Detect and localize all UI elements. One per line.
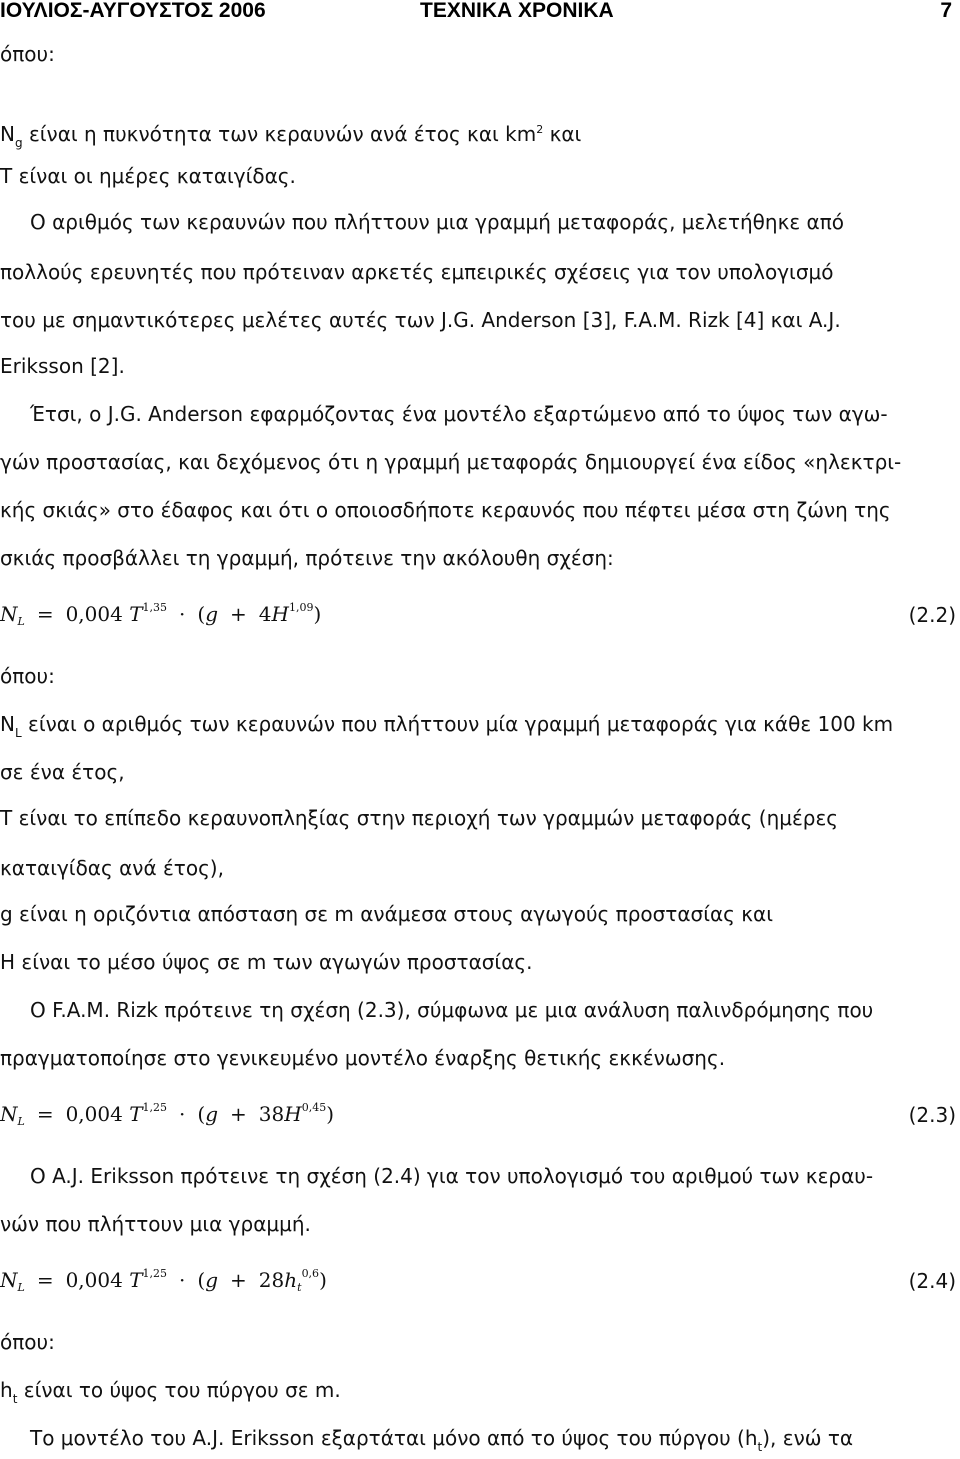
- equation-number: (2.4): [908, 1269, 956, 1293]
- h-definition: Η είναι το μέσο ύψος σε m των αγωγών προστασίας.: [0, 950, 533, 974]
- page-header: [0, 0, 960, 24]
- ng-subscript: g: [14, 136, 23, 150]
- paragraph-text: Το μοντέλο του A.J. Eriksson εξαρτάται μόνο από το ύψος του πύργου (h: [30, 1426, 758, 1450]
- nl-definition-cont: σε ένα έτος,: [0, 760, 125, 784]
- paragraph-line: σκιάς προσβάλλει τη γραμμή, πρότεινε την ακόλουθη σχέση:: [0, 546, 614, 570]
- equation-2-4: [0, 1267, 960, 1301]
- equation-expression: $N_L = 0,004$ $T^{1,25} \cdot (g + 28h_t^{0,6})$: [0, 1267, 327, 1294]
- ng-symbol: N: [0, 122, 15, 146]
- page-number: 7: [940, 0, 952, 22]
- equation-number: (2.2): [908, 603, 956, 627]
- equation-2-3: [0, 1101, 960, 1135]
- journal-title: ΤΕΧΝΙΚΑ ΧΡΟΝΙΚΑ: [420, 0, 614, 22]
- paragraph-line: Ο F.A.M. Rizk πρότεινε τη σχέση (2.3), σύμφωνα με μια ανάλυση παλινδρόμησης που: [30, 998, 874, 1022]
- paragraph-line: Έτσι, ο J.G. Anderson εφαρμόζοντας ένα μοντέλο εξαρτώμενο από το ύψος των αγω-: [30, 402, 888, 426]
- km-superscript: 2: [536, 123, 544, 136]
- ng-tail: και: [543, 122, 582, 146]
- nl-symbol: N: [0, 712, 15, 736]
- ng-text: είναι η πυκνότητα των κεραυνών ανά έτος και km: [22, 122, 537, 146]
- nl-subscript: L: [14, 726, 22, 740]
- ht-text: είναι το ύψος του πύργου σε m.: [17, 1378, 341, 1402]
- equation-expression: $N_L = 0,004$ $T^{1,35} \cdot (g + 4H^{1,09})$: [0, 601, 322, 628]
- equation-number: (2.3): [908, 1103, 956, 1127]
- t-level-definition-cont: καταιγίδας ανά έτος),: [0, 856, 224, 880]
- ht-subscript: t: [757, 1440, 763, 1454]
- paragraph-line: Ο A.J. Eriksson πρότεινε τη σχέση (2.4) για τον υπολογισμό του αριθμού των κεραυ-: [30, 1164, 874, 1188]
- paragraph-line: Eriksson [2].: [0, 354, 125, 378]
- ht-definition: [0, 1378, 960, 1411]
- where-label: όπου:: [0, 42, 55, 66]
- t-level-definition: Τ είναι το επίπεδο κεραυνοπληξίας στην περιοχή των γραμμών μεταφοράς (ημέρες: [0, 806, 839, 830]
- paragraph-line: [30, 1426, 960, 1459]
- ng-definition: [0, 118, 960, 155]
- paragraph-line: του με σημαντικότερες μελέτες αυτές των J.G. Anderson [3], F.A.M. Rizk [4] και A.J.: [0, 308, 841, 332]
- where-label: όπου:: [0, 664, 55, 688]
- t-definition: Τ είναι οι ημέρες καταιγίδας.: [0, 164, 296, 188]
- g-definition: g είναι η οριζόντια απόσταση σε m ανάμεσα στους αγωγούς προστασίας και: [0, 902, 773, 926]
- nl-text: είναι ο αριθμός των κεραυνών που πλήττουν μία γραμμή μεταφοράς για κάθε 100 km: [21, 712, 894, 736]
- ht-symbol: h: [0, 1378, 13, 1402]
- paragraph-line: κής σκιάς» στο έδαφος και ότι ο οποιοσδήποτε κεραυνός που πέφτει μέσα στη ζώνη της: [0, 498, 891, 522]
- ht-subscript: t: [12, 1392, 18, 1406]
- equation-2-2: [0, 601, 960, 635]
- paragraph-line: γών προστασίας, και δεχόμενος ότι η γραμμή μεταφοράς δημιουργεί ένα είδος «ηλεκτρι-: [0, 450, 902, 474]
- nl-definition: [0, 712, 960, 745]
- paragraph-line: νών που πλήττουν μια γραμμή.: [0, 1212, 311, 1236]
- where-label: όπου:: [0, 1330, 55, 1354]
- paragraph-line: Ο αριθμός των κεραυνών που πλήττουν μια γραμμή μεταφοράς, μελετήθηκε από: [30, 210, 845, 234]
- paragraph-line: πολλούς ερευνητές που πρότειναν αρκετές εμπειρικές σχέσεις για τον υπολογισμό: [0, 260, 834, 284]
- equation-expression: $N_L = 0,004$ $T^{1,25} \cdot (g + 38H^{0,45})$: [0, 1101, 335, 1128]
- paragraph-line: πραγματοποίησε στο γενικευμένο μοντέλο έναρξης θετικής εκκένωσης.: [0, 1046, 726, 1070]
- paragraph-tail: ), ενώ τα: [762, 1426, 854, 1450]
- issue-date: ΙΟΥΛΙΟΣ-ΑΥΓΟΥΣΤΟΣ 2006: [0, 0, 266, 22]
